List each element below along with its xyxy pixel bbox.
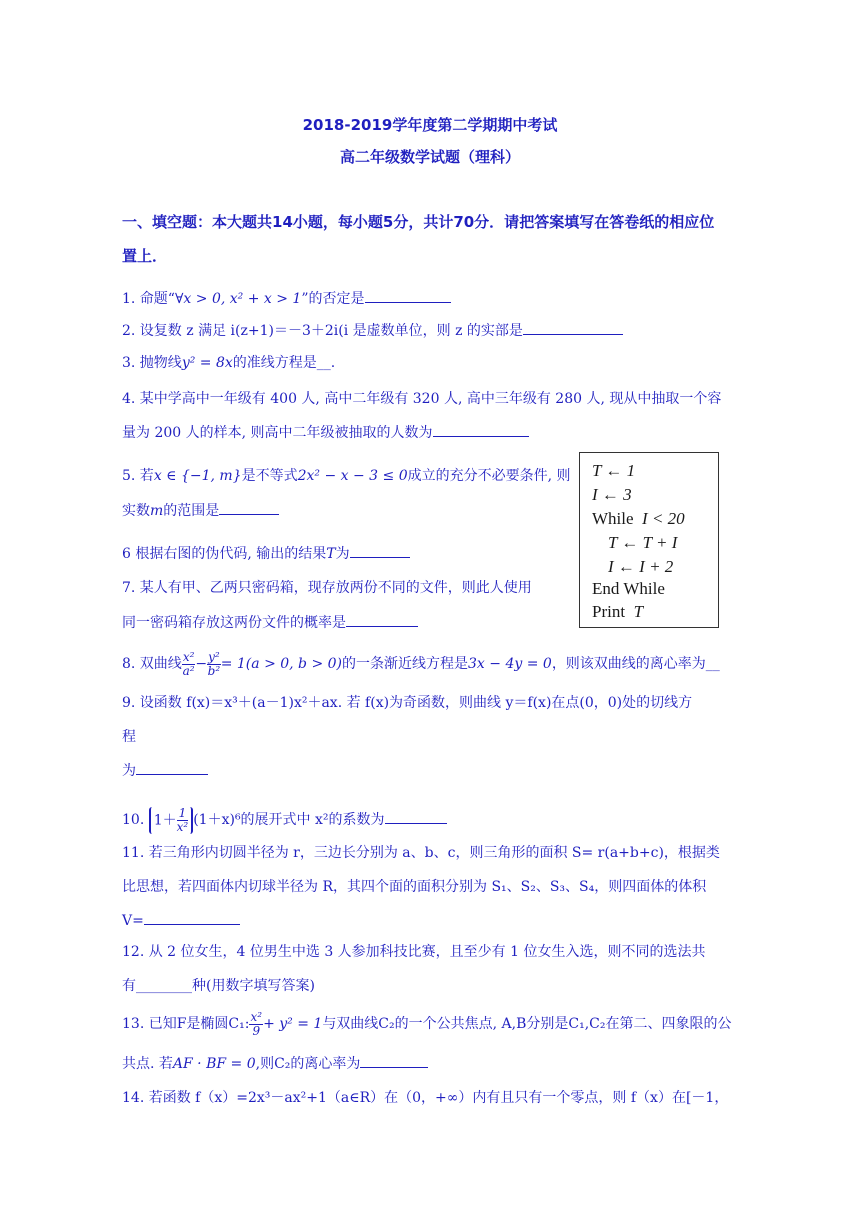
while-keyword: While: [592, 509, 634, 528]
question-6-var: T: [326, 546, 336, 562]
code-line-4: T ← T + I: [608, 533, 678, 552]
question-9-line2: 程: [122, 729, 136, 745]
code-line-3: [592, 509, 685, 529]
code-line-6: End While: [592, 579, 665, 598]
question-4-text: 量为 200 人的样本, 则高中二年级被抽取的人数为: [122, 425, 433, 441]
while-condition: I < 20: [642, 509, 685, 528]
answer-blank[interactable]: [219, 500, 279, 515]
exam-subtitle: 高二年级数学试题（理科）: [339, 148, 520, 166]
question-9-line3: [122, 760, 208, 781]
question-9-line1: 9. 设函数 f(x)＝x³＋(a－1)x²＋ax. 若 f(x)为奇函数，则曲线 y＝f(x)在点(0，0)处的切线方: [122, 695, 693, 711]
answer-blank[interactable]: [144, 910, 240, 925]
section-heading-line1: 一、填空题：本大题共14小题，每小题5分，共计70分．请把答案填写在答卷纸的相应位: [122, 213, 715, 231]
question-8-text: 8. 双曲线: [122, 656, 182, 672]
answer-blank[interactable]: [350, 543, 410, 558]
answer-blank[interactable]: [433, 422, 529, 437]
exam-title: 2018-2019学年度第二学期期中考试: [302, 116, 558, 134]
question-13-text: 13. 已知F是椭圆C₁:: [122, 1016, 250, 1032]
question-3-tail: 的准线方程是__.: [232, 355, 336, 371]
code-line-7: [592, 602, 643, 622]
question-5-line2-tail: 的范围是: [163, 503, 220, 519]
question-9-text: 为: [122, 763, 136, 779]
question-8-condition: = 1(a > 0, b > 0): [220, 656, 343, 672]
question-6-text: 6 根据右图的伪代码, 输出的结果: [122, 546, 327, 562]
question-1: [122, 288, 451, 309]
question-5-line2: [122, 500, 279, 521]
question-5-line1: [122, 466, 571, 486]
question-8-asymptote: 3x − 4y = 0: [468, 656, 552, 672]
question-13-ellipse: + y² = 1: [263, 1016, 323, 1032]
code-line-5: I ← I + 2: [608, 557, 674, 576]
question-8: 8. 双曲线 $\frac{\text{x²}}{\text{a²}}$ − $\frac{\text{y²}}{\text{b²}}$ = 1(a > 0, b > 0)的一条渐近线方程是3x − 4y = 0，则该双曲线的离心率为__: [122, 649, 720, 678]
question-5-formula-2: 2x² − x − 3 ≤ 0: [297, 468, 408, 484]
question-13-line2-tail: ,则C₂的离心率为: [255, 1056, 361, 1072]
question-10-number: 10.: [122, 812, 145, 828]
question-11-text: V=: [122, 913, 144, 929]
answer-blank[interactable]: [385, 809, 447, 824]
question-11-line1: 11. 若三角形内切圆半径为 r，三边长分别为 a、b、c，则三角形的面积 S= r(a+b+c)，根据类: [122, 845, 720, 861]
code-line-1: T ← 1: [592, 461, 636, 480]
fraction-x2-9: $\frac{\text{x²}}{9}$: [250, 1009, 263, 1038]
question-5-formula-1: x ∈ {−1, m}: [153, 468, 242, 484]
question-3-formula: y² = 8x: [181, 355, 233, 371]
section-heading: [122, 205, 742, 273]
question-1-formula: ∀x > 0, x² + x > 1: [174, 291, 302, 307]
question-11-line2: 比思想，若四面体内切球半径为 R，其四个面的面积分别为 S₁、S₂、S₃、S₄，则四面体的体积: [122, 879, 707, 895]
question-6-tail: 为: [335, 546, 350, 562]
print-variable: T: [633, 602, 644, 621]
fraction-y2-b2: $\frac{\text{y²}}{\text{b²}}$: [207, 649, 221, 678]
answer-blank[interactable]: [346, 612, 418, 627]
question-14-line1: 14. 若函数 f（x）=2x³－ax²+1（a∈R）在（0，+∞）内有且只有一个零点，则 f（x）在[－1，: [122, 1090, 729, 1106]
question-6: [122, 543, 410, 564]
answer-blank[interactable]: [365, 288, 451, 303]
code-line-2: I ← 3: [592, 485, 632, 504]
question-12-line1: 12. 从 2 位女生，4 位男生中选 3 人参加科技比赛，且至少有 1 位女生入选，则不同的选法共: [122, 944, 706, 960]
fraction-x2-a2: $\frac{\text{x²}}{\text{a²}}$: [182, 649, 195, 678]
question-3-text: 3. 抛物线: [122, 355, 182, 371]
question-5-tail: 成立的充分不必要条件, 则: [407, 468, 571, 484]
question-3: [122, 353, 335, 373]
question-7-text: 同一密码箱存放这两份文件的概率是: [122, 615, 346, 631]
question-5-var: m: [150, 503, 164, 519]
question-13-line2: [122, 1053, 428, 1074]
question-10: [122, 800, 447, 840]
question-8-tail: ，则该双曲线的离心率为__: [551, 656, 720, 672]
question-4-line2: [122, 422, 529, 443]
question-5-text: 5. 若: [122, 468, 154, 484]
question-1-text: 1. 命题“: [122, 291, 175, 307]
question-13-tail: 与双曲线C₂的一个公共焦点, A,B分别是C₁,C₂在第二、四象限的公: [322, 1016, 732, 1032]
answer-blank[interactable]: [523, 320, 623, 335]
question-11-line3: [122, 910, 240, 931]
question-13-line2-text: 共点. 若: [122, 1056, 173, 1072]
section-heading-line2: 置上．: [122, 247, 168, 265]
print-keyword: Print: [592, 602, 626, 621]
question-7-line1: 7. 某人有甲、乙两只密码箱，现存放两份不同的文件，则此人使用: [122, 580, 532, 596]
pseudocode-box: [579, 452, 719, 628]
question-1-tail: ”的否定是: [301, 291, 365, 307]
bracket-expression: 1＋ $\frac{1}{\text{x²}}$: [149, 807, 194, 834]
answer-blank[interactable]: [136, 760, 208, 775]
question-2-text: 2. 设复数 z 满足 i(z+1)＝－3＋2i(i 是虚数单位，则 z 的实部是: [122, 323, 523, 339]
question-5-line2-text: 实数: [122, 503, 150, 519]
question-13-line1: [122, 1010, 731, 1038]
question-13-dot-product: AF · BF = 0: [172, 1056, 256, 1072]
question-8-mid: 的一条渐近线方程是: [342, 656, 469, 672]
question-4-line1: 4. 某中学高中一年级有 400 人, 高中二年级有 320 人, 高中三年级有 280 人, 现从中抽取一个容: [122, 391, 722, 407]
question-2: [122, 320, 623, 341]
question-5-mid: 是不等式: [241, 468, 298, 484]
question-12-line2: 有________种(用数字填写答案): [122, 978, 315, 994]
answer-blank[interactable]: [360, 1053, 428, 1068]
question-10-text: (1＋x)⁶的展开式中 x²的系数为: [193, 812, 385, 828]
question-7-line2: [122, 612, 418, 633]
